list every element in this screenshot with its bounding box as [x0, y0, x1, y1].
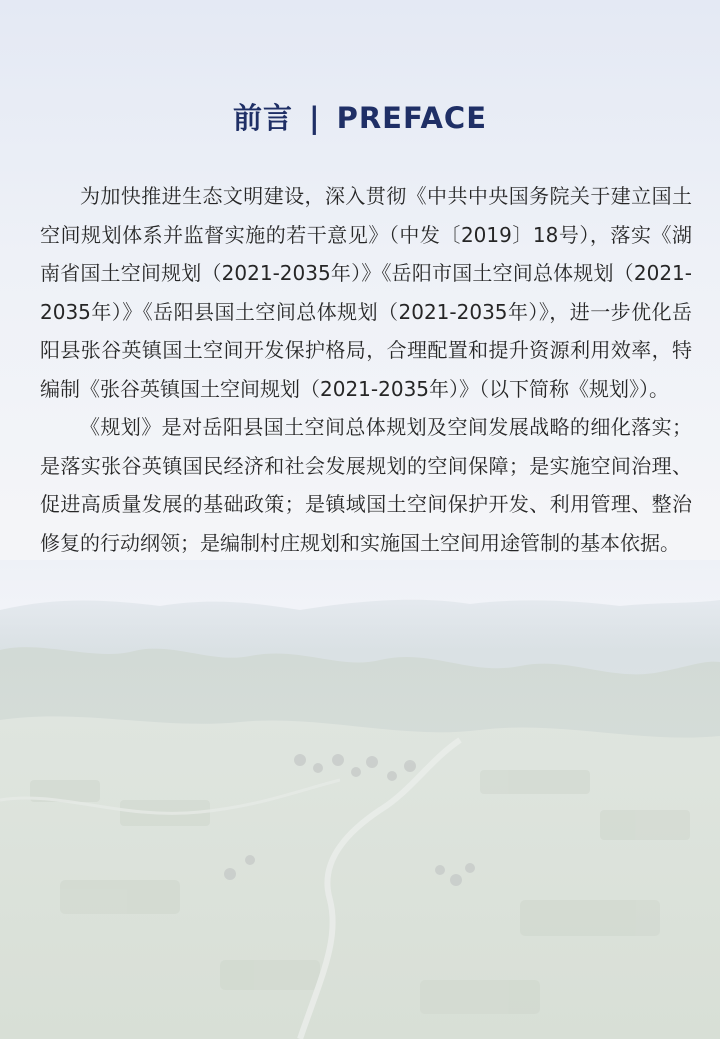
title-en: PREFACE — [336, 101, 488, 135]
paragraph-2: 《规划》是对岳阳县国土空间总体规划及空间发展战略的细化落实；是落实张谷英镇国民经济和社会发展规划的空间保障；是实施空间治理、促进高质量发展的基础政策；是镇域国土空间保护开发、利用管理、整治修复的行动纲领；是编制村庄规划和实施国土空间用途管制的基本依据。 — [40, 415, 692, 555]
preface-body — [40, 177, 692, 562]
title-separator: | — [309, 101, 321, 135]
paragraph-1: 为加快推进生态文明建设，深入贯彻《中共中央国务院关于建立国土空间规划体系并监督实施的若干意见》（中发〔2019〕18号），落实《湖南省国土空间规划（2021-2035年）》《岳阳市国土空间总体规划（2021-2035年）》《岳阳县国土空间总体规划（2021-2035年）》，进一步优化岳阳县张谷英镇国土空间开发保护格局，合理配置和提升资源利用效率，特编制《张谷英镇国土空间规划（2021-2035年）》（以下简称《规划》）。 — [40, 184, 692, 401]
page-title — [0, 96, 720, 137]
title-cn: 前言 — [232, 101, 293, 135]
